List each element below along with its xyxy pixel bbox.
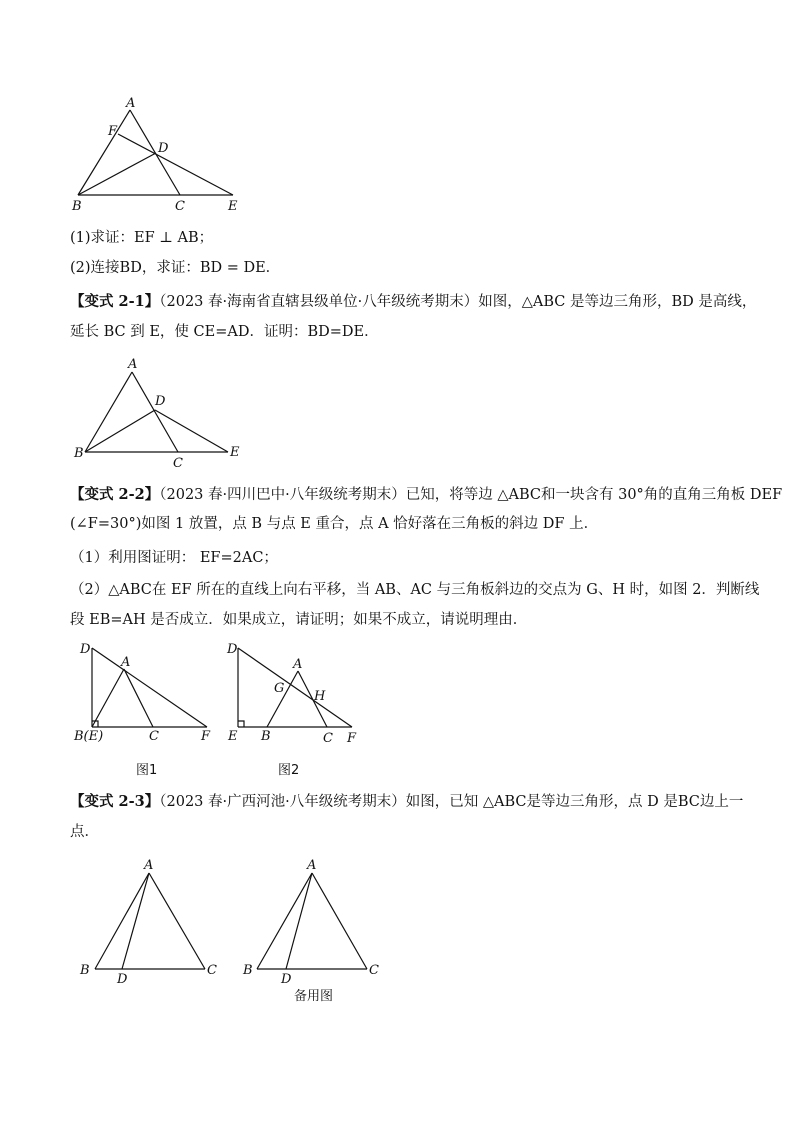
fig3-label-A: A [121, 655, 131, 670]
fig6-segment-BA [257, 873, 312, 969]
fig5-label-C: C [207, 963, 217, 978]
fig2-label-B: B [74, 446, 84, 461]
variant-2-3-source: （2023 春·广西河池·八年级统考期末） [159, 794, 406, 810]
variant-2-2-text1: 已知，将等边 △ABC和一块含有 30°角的直角三角板 DEF [405, 487, 783, 503]
fig4-label-A: A [293, 657, 303, 672]
fig4-label-E: E [228, 729, 238, 744]
variant-2-3-text1: 如图，已知 △ABC是等边三角形，点 D 是BC边上一 [405, 794, 744, 810]
variant-2-2-line2: (∠F=30°)如图 1 放置，点 B 与点 E 重合，点 A 恰好落在三角板的斜边 DF 上． [70, 516, 599, 532]
fig3-label-BE: B(E) [74, 729, 104, 744]
variant-2-1-tag: 【变式 2-1】 [70, 293, 160, 310]
fig6-segment-AC [312, 873, 367, 969]
fig2-label-E: E [230, 445, 240, 460]
fig6-label-D: D [281, 972, 292, 987]
variant-2-2-q2b: 段 EB=AH 是否成立．如果成立，请证明；如果不成立，请说明理由． [70, 612, 528, 628]
q1-part2: (2)连接BD，求证：BD = DE． [70, 260, 281, 276]
variant-2-3-line2: 点． [70, 824, 99, 840]
fig3-caption: 图1 [136, 763, 158, 778]
fig6-label-B: B [243, 963, 253, 978]
fig1-label-B: B [72, 199, 82, 214]
fig4-label-F: F [347, 731, 357, 746]
fig4-label-C: C [323, 731, 333, 746]
variant-2-1-source: （2023 春·海南省直辖县级单位·八年级统考期末） [159, 294, 479, 310]
variant-2-1-text1: 如图，△ABC 是等边三角形，BD 是高线， [478, 294, 757, 310]
fig6-label-A: A [307, 858, 317, 873]
q1-part1: (1)求证：EF ⊥ AB； [70, 230, 214, 246]
fig1-label-F: F [108, 124, 118, 139]
variant-2-2-q2a: （2）△ABC在 EF 所在的直线上向右平移，当 AB、AC 与三角板斜边的交点为 G、H 时，如图 2．判断线 [70, 582, 760, 598]
fig3-label-C: C [149, 729, 159, 744]
fig4-label-H: H [314, 689, 326, 704]
fig1-label-D: D [158, 141, 169, 156]
fig1-label-C: C [175, 199, 185, 214]
fig1-label-A: A [126, 96, 136, 111]
variant-2-1-line2: 延长 BC 到 E，使 CE=AD．证明：BD=DE． [70, 324, 379, 340]
fig6-segment-AD [286, 873, 312, 969]
fig4-label-D: D [227, 642, 238, 657]
fig1-label-E: E [228, 199, 238, 214]
variant-2-2-tag: 【变式 2-2】 [70, 486, 160, 503]
fig5-label-B: B [80, 963, 90, 978]
fig5-label-D: D [117, 972, 128, 987]
fig5-label-A: A [144, 858, 154, 873]
variant-2-2-source: （2023 春·四川巴中·八年级统考期末） [159, 487, 406, 503]
fig3-label-D: D [80, 642, 91, 657]
fig6-caption: 备用图 [294, 989, 334, 1004]
fig4-label-B: B [261, 729, 271, 744]
fig2-label-C: C [173, 456, 183, 471]
fig4-label-G: G [274, 681, 285, 696]
fig4-caption: 图2 [278, 763, 300, 778]
variant-2-3-tag: 【变式 2-3】 [70, 793, 160, 810]
variant-2-2-q1: （1）利用图证明： EF=2AC； [70, 550, 278, 566]
fig6-label-C: C [369, 963, 379, 978]
fig3-label-F: F [201, 729, 211, 744]
fig2-label-A: A [128, 357, 138, 372]
fig2-label-D: D [155, 394, 166, 409]
